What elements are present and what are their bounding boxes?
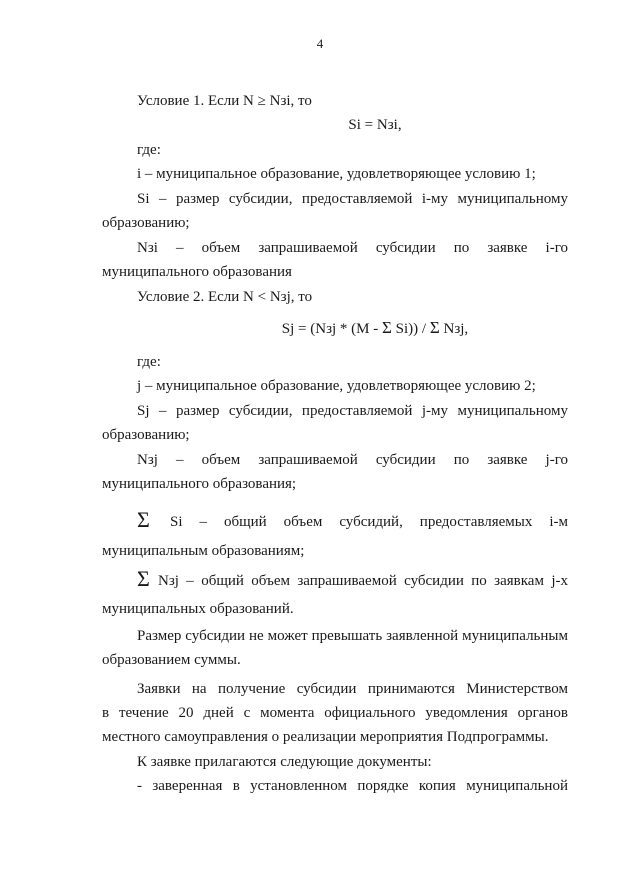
definition-j: j – муниципальное образование, удовлетворяющее условию 2; <box>137 378 536 394</box>
definition-nzi-line2: муниципального образования <box>102 264 292 280</box>
definition-nzj-line2: муниципального образования; <box>102 476 297 492</box>
where-label-1: где: <box>137 142 161 158</box>
definition-sum-nzj-line2: муниципальных образований. <box>102 601 294 617</box>
definition-nzj-line1: Nзj – объем запрашиваемой субсидии по заявке j-го <box>137 452 568 468</box>
definition-si-line1: Si – размер субсидии, предоставляемой i-му муниципальному <box>137 191 568 207</box>
formula-2-part1: Sj = (Nзj * (M - <box>281 321 383 337</box>
definition-sj-line2: образованию; <box>102 427 190 443</box>
sigma-symbol: Σ <box>137 566 150 591</box>
condition-1-heading: Условие 1. Если N ≥ Nзi, то <box>137 93 312 109</box>
list-item-document-copy: - заверенная в установленном порядке копия муниципальной <box>137 778 568 794</box>
page-number: 4 <box>316 36 324 51</box>
definition-i: i – муниципальное образование, удовлетворяющее условию 1; <box>137 166 536 182</box>
paragraph-applications-line3: местного самоуправления о реализации мероприятия Подпрограммы. <box>102 729 549 745</box>
formula-2-part2: Si)) / <box>391 321 430 337</box>
sigma-symbol: Σ <box>382 318 392 337</box>
definition-sum-si-line1: Si – общий объем субсидий, предоставляемых i-м <box>170 514 568 530</box>
condition-2-heading: Условие 2. Если N < Nзj, то <box>137 289 313 305</box>
paragraph-applications-line2: в течение 20 дней с момента официального уведомления органов <box>102 705 568 721</box>
formula-2 <box>102 318 608 339</box>
paragraph-applications-line1: Заявки на получение субсидии принимаются Министерством <box>137 681 568 697</box>
definition-sj-line1: Sj – размер субсидии, предоставляемой j-му муниципальному <box>137 403 568 419</box>
paragraph-subsidy-limit-line1: Размер субсидии не может превышать заявленной муниципальным <box>137 628 568 644</box>
formula-1: Si = Nзi, <box>348 117 402 133</box>
paragraph-documents-heading: К заявке прилагаются следующие документы: <box>137 754 432 770</box>
definition-sum-nzj-line1: Nзj – общий объем запрашиваемой субсидии по заявкам j-х <box>158 573 568 589</box>
formula-2-part3: Nзj, <box>439 321 469 337</box>
paragraph-subsidy-limit-line2: образованием суммы. <box>102 652 241 668</box>
definition-nzi-line1: Nзi – объем запрашиваемой субсидии по заявке i-го <box>137 240 568 256</box>
definition-sum-si-line2: муниципальным образованиям; <box>102 543 305 559</box>
where-label-2: где: <box>137 354 161 370</box>
definition-si-line2: образованию; <box>102 215 190 231</box>
sigma-symbol: Σ <box>137 507 150 532</box>
sigma-symbol: Σ <box>429 318 440 337</box>
